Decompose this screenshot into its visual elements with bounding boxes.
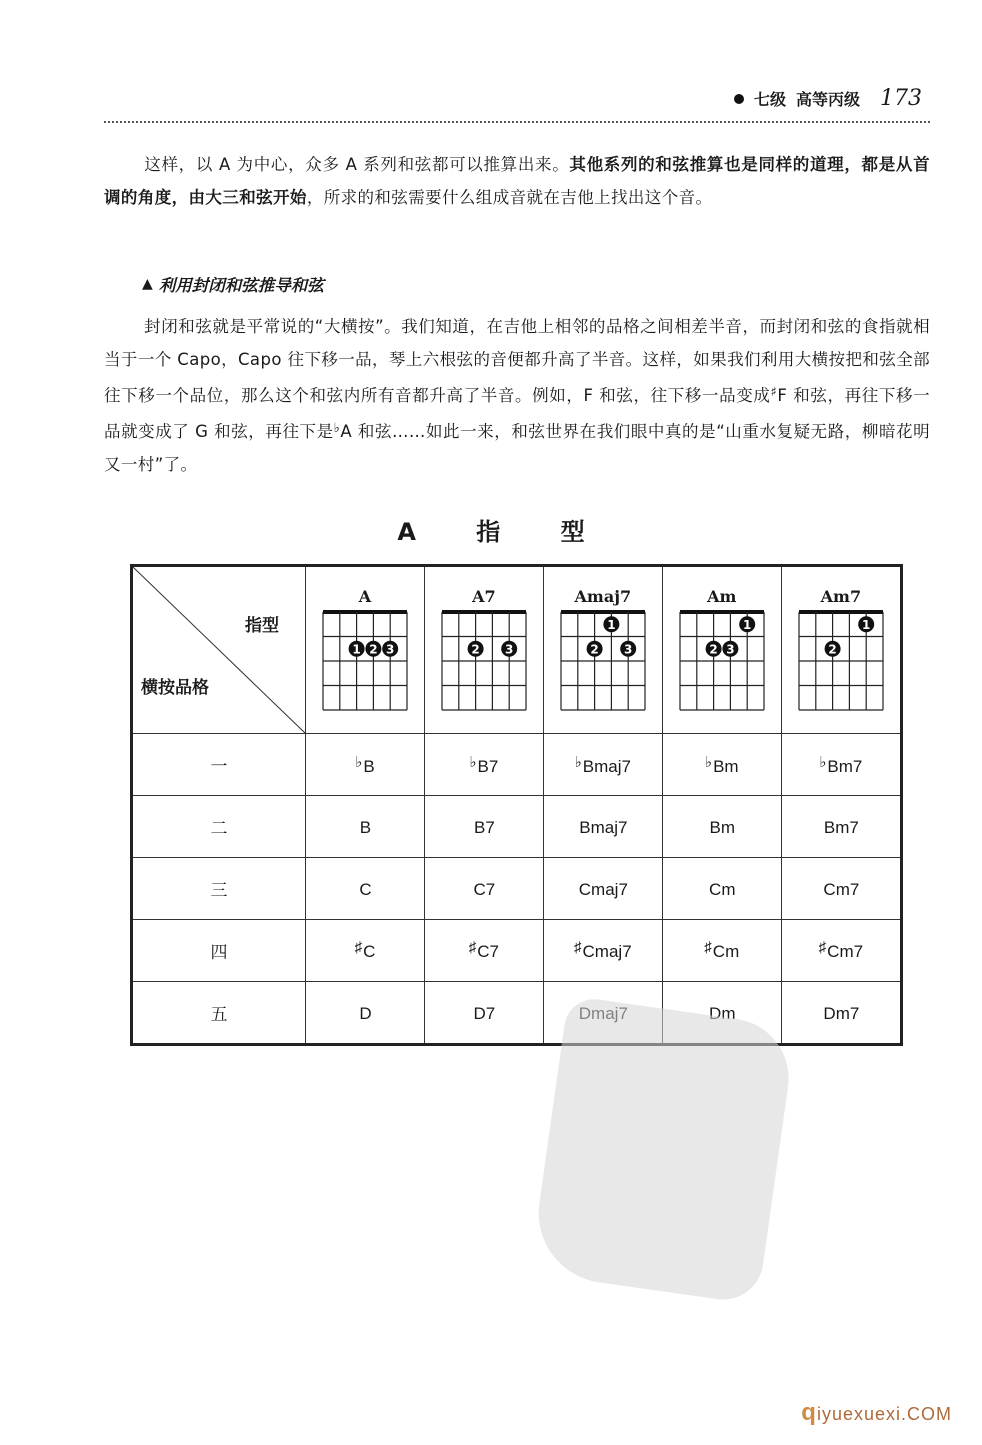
chord-name: Amaj7 [574, 586, 632, 606]
chord-cell-name: Dm [709, 1004, 736, 1023]
header-level: 七级 [753, 90, 786, 109]
finger-number: 2 [369, 641, 378, 656]
accidental: ♭ [819, 753, 827, 771]
finger-number: 2 [828, 641, 837, 656]
page-header [734, 86, 922, 111]
triangle-icon: ▲ [142, 276, 153, 292]
chord-cell-name: C7 [473, 880, 496, 899]
chord-cell-name: Bmaj7 [579, 818, 628, 837]
chord-diagram-a [319, 608, 411, 714]
chord-cell [306, 796, 425, 858]
chord-cell [306, 920, 425, 982]
chord-cell [781, 920, 901, 982]
header-grade: 高等丙级 [795, 90, 860, 109]
table-header-row [132, 566, 902, 734]
chord-cell [424, 982, 543, 1045]
fret-label: 一 [132, 734, 306, 796]
chord-cell [543, 796, 662, 858]
chord-cell-name: Cm [712, 942, 740, 961]
finger-number: 2 [709, 641, 718, 656]
site-watermark [801, 1399, 952, 1427]
chord-header-cell [543, 566, 662, 734]
chord-cell-name: Cm7 [823, 880, 860, 899]
sharp-symbol: ♯ [770, 385, 778, 400]
chord-cell-name: Cmaj7 [578, 880, 628, 899]
flat-a-chord: A [340, 422, 353, 441]
chord-cell [424, 734, 543, 796]
chord-cell-name: Cmaj7 [582, 942, 632, 961]
paragraph-intro-start: 这样，以 A 为中心，众多 A 系列和弦都可以推算出来。 [144, 155, 570, 174]
finger-number: 1 [607, 617, 616, 632]
accidental: ♯ [468, 939, 477, 956]
chord-diagram-a7 [438, 608, 530, 714]
chord-cell [306, 858, 425, 920]
accidental: ♯ [574, 939, 582, 956]
paragraph-intro-bold: 其他系列的和弦推算也是同样的道理，都是从首调的角度，由大三和弦开始 [104, 155, 930, 207]
chord-cell [424, 858, 543, 920]
chord-cell-name: Bm7 [823, 818, 859, 837]
fret-label: 二 [132, 796, 306, 858]
chord-cell-name: D7 [473, 1004, 496, 1023]
finger-number: 3 [385, 641, 395, 656]
paragraph-barre [104, 310, 930, 481]
accidental: ♯ [704, 939, 712, 956]
chord-cell-name: C [363, 942, 376, 961]
chord-cell-name: Cm [709, 880, 736, 899]
fret-label: 五 [132, 982, 306, 1045]
site-logo-q: q [801, 1399, 817, 1426]
chord-cell [662, 920, 781, 982]
chord-header-cell [662, 566, 781, 734]
chord-header-cell [306, 566, 425, 734]
chord-cell [306, 734, 425, 796]
chord-diagram-am7 [795, 608, 887, 714]
chord-name: A [358, 586, 372, 606]
chord-name: Am7 [820, 586, 862, 606]
chord-cell-name: B [363, 756, 375, 776]
corner-cell [132, 566, 306, 734]
chord-cell [306, 982, 425, 1045]
table-row [132, 982, 902, 1045]
chord-diagram-am [676, 608, 768, 714]
table-row [132, 858, 902, 920]
paragraph-intro [104, 148, 930, 214]
finger-number: 3 [504, 641, 514, 656]
chord-cell [781, 734, 901, 796]
chord-cell-name: Bm7 [827, 756, 863, 776]
chord-cell [424, 920, 543, 982]
chord-header-cell [424, 566, 543, 734]
chord-cell-name: D [359, 1004, 372, 1023]
table-title: A 指 型 [397, 518, 611, 546]
flat-symbol: ♭ [333, 421, 341, 436]
finger-number: 1 [352, 641, 361, 656]
corner-label-shape: 指型 [245, 616, 279, 636]
chord-cell [424, 796, 543, 858]
sharp-f-chord: F [777, 386, 788, 405]
seal-watermark [530, 995, 797, 1304]
site-name: iyuexuexi.COM [816, 1404, 952, 1424]
finger-number: 2 [590, 641, 599, 656]
page-number: 173 [880, 86, 922, 111]
finger-number: 2 [471, 641, 480, 656]
finger-number: 3 [726, 641, 735, 656]
corner-diagonal [133, 567, 305, 733]
chord-cell [662, 796, 781, 858]
table-row [132, 920, 902, 982]
finger-number: 3 [623, 641, 633, 656]
chord-cell [781, 982, 901, 1045]
chord-cell [543, 858, 662, 920]
chord-cell-name: C [359, 880, 372, 899]
paragraph-intro-end: ，所求的和弦需要什么组成音就在吉他上找出这个音。 [306, 188, 713, 207]
chord-header-cell [781, 566, 901, 734]
chord-cell-name: Bm [713, 756, 739, 776]
chord-cell-name: B [359, 818, 372, 837]
accidental: ♯ [354, 939, 363, 956]
accidental: ♭ [574, 753, 582, 771]
chord-cell [543, 734, 662, 796]
chord-cell-name: Dm7 [823, 1004, 860, 1023]
paragraph-barre-part1: 封闭和弦就是平常说的“大横按”。我们知道，在吉他上相邻的品格之间相差半音，而封闭和弦的食指就相当于一个 Capo，Capo 往下移一品，琴上六根弦的音便都升高了半音。这样，如果我们利用大横按把和弦全部往下移一个品位，那么这个和弦内所有音都升高了半音。例如，F 和弦，往下移一品变成 [104, 317, 930, 405]
accidental: ♭ [355, 753, 363, 771]
chord-cell-name: Bm [709, 818, 736, 837]
header-divider [104, 121, 930, 123]
fret-label: 四 [132, 920, 306, 982]
finger-number: 1 [742, 617, 752, 632]
accidental: ♭ [704, 753, 713, 771]
chord-diagram-amaj7 [557, 608, 649, 714]
fret-label: 三 [132, 858, 306, 920]
table-row [132, 734, 902, 796]
table-row [132, 796, 902, 858]
paragraph-barre-part2: 和弦，再往下移一品就变成了 G 和弦，再往下是 [104, 386, 930, 441]
chord-cell [662, 858, 781, 920]
chord-table [130, 564, 903, 1046]
chord-name: A7 [472, 586, 496, 606]
chord-cell-name: B7 [477, 756, 499, 776]
chord-cell [781, 796, 901, 858]
finger-number: 1 [861, 617, 871, 632]
chord-name: Am [707, 586, 737, 606]
corner-label-fret: 横按品格 [141, 678, 209, 698]
chord-cell [543, 920, 662, 982]
chord-cell-name: B7 [474, 818, 495, 837]
accidental: ♯ [818, 939, 827, 956]
chord-cell-name: Bmaj7 [582, 756, 631, 776]
chord-cell-name: C7 [477, 942, 500, 961]
bullet-icon [734, 94, 744, 104]
section-heading [142, 272, 324, 296]
chord-cell [781, 858, 901, 920]
chord-cell-name: Cm7 [827, 942, 864, 961]
accidental: ♭ [469, 753, 477, 771]
section-heading-text: 利用封闭和弦推导和弦 [158, 276, 324, 295]
chord-cell [662, 734, 781, 796]
paragraph-barre-part3: 和弦……如此一来，和弦世界在我们眼中真的是“山重水复疑无路，柳暗花明又一村”了。 [104, 422, 930, 474]
